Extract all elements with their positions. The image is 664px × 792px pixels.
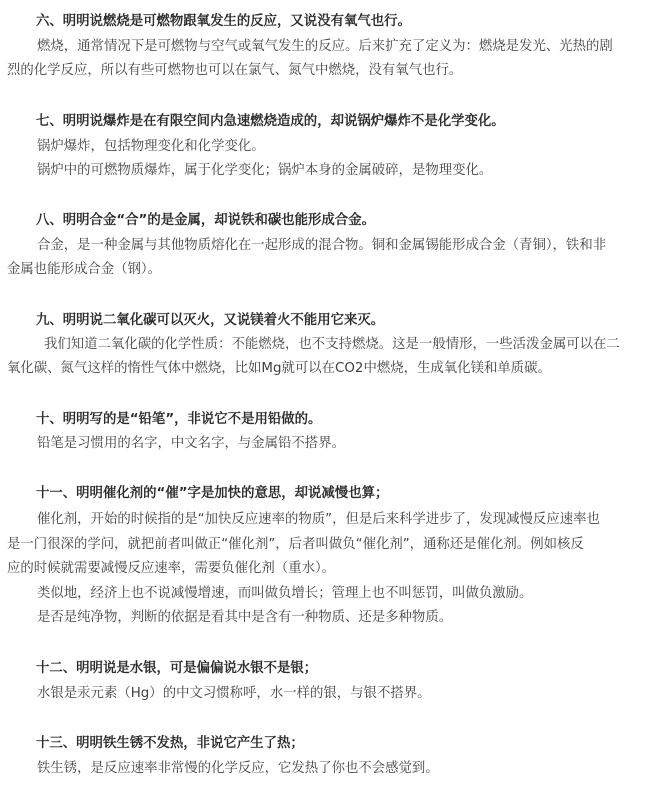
paragraph-line: 锅炉中的可燃物质爆炸，属于化学变化；锅炉本身的金属破碎，是物理变化。 <box>37 163 493 178</box>
section-heading: 八、明明合金“合”的是金属，却说铁和碳也能形成合金。 <box>36 213 375 228</box>
section-heading: 七、明明说爆炸是在有限空间内急速燃烧造成的，却说锅炉爆炸不是化学变化。 <box>36 114 505 129</box>
paragraph-line: 应的时候就需要减慢反应速率，需要负催化剂（重水）。 <box>7 561 336 576</box>
paragraph-line: 烈的化学反应，所以有些可燃物也可以在氯气、氮气中燃烧，没有氧气也行。 <box>7 63 463 78</box>
section-heading: 十二、明明说是水银，可是偏偏说水银不是银； <box>36 661 318 676</box>
paragraph-line: 铅笔是习惯用的名字，中文名字，与金属铅不搭界。 <box>37 436 345 451</box>
section-heading: 十三、明明铁生锈不发热，非说它产生了热； <box>36 736 304 751</box>
section-heading: 六、明明说燃烧是可燃物跟氧发生的反应，又说没有氧气也行。 <box>36 14 411 29</box>
paragraph-line: 氧化碳、氮气这样的惰性气体中燃烧，比如Mg就可以在CO2中燃烧，生成氧化镁和单质碳。 <box>7 361 551 376</box>
paragraph-line: 类似地，经济上也不说减慢增速，而叫做负增长；管理上也不叫惩罚，叫做负激励。 <box>37 586 533 601</box>
paragraph-line: 金属也能形成合金（钢）。 <box>7 262 161 277</box>
paragraph-line: 燃烧，通常情况下是可燃物与空气或氧气发生的反应。后来扩充了定义为：燃烧是发光、光热的剧 <box>37 39 613 54</box>
section-heading: 九、明明说二氧化碳可以灭火，又说镁着火不能用它来灭。 <box>36 313 385 328</box>
paragraph-line: 我们知道二氧化碳的化学性质：不能燃烧，也不支持燃烧。这是一般情形，一些活泼金属可以在二 <box>44 337 620 352</box>
paragraph-line: 锅炉爆炸，包括物理变化和化学变化。 <box>37 139 265 154</box>
section-heading: 十一、明明催化剂的“催”字是加快的意思，却说减慢也算； <box>36 486 389 501</box>
paragraph-line: 是否是纯净物，判断的依据是看其中是含有一种物质、还是多种物质。 <box>37 610 453 625</box>
paragraph-line: 铁生锈，是反应速率非常慢的化学反应，它发热了你也不会感觉到。 <box>37 761 439 776</box>
paragraph-line: 是一门很深的学问，就把前者叫做正“催化剂”，后者叫做负“催化剂”，通称还是催化剂。例如核反 <box>7 537 584 552</box>
paragraph-line: 水银是汞元素（Hg）的中文习惯称呼，水一样的银，与银不搭界。 <box>37 686 431 701</box>
paragraph-line: 合金，是一种金属与其他物质熔化在一起形成的混合物。铜和金属锡能形成合金（青铜），铁和非 <box>37 238 607 253</box>
section-heading: 十、明明写的是“铅笔”，非说它不是用铅做的。 <box>36 412 322 427</box>
paragraph-line: 催化剂，开始的时候指的是“加快反应速率的物质”，但是后来科学进步了，发现减慢反应速率也 <box>37 512 600 527</box>
